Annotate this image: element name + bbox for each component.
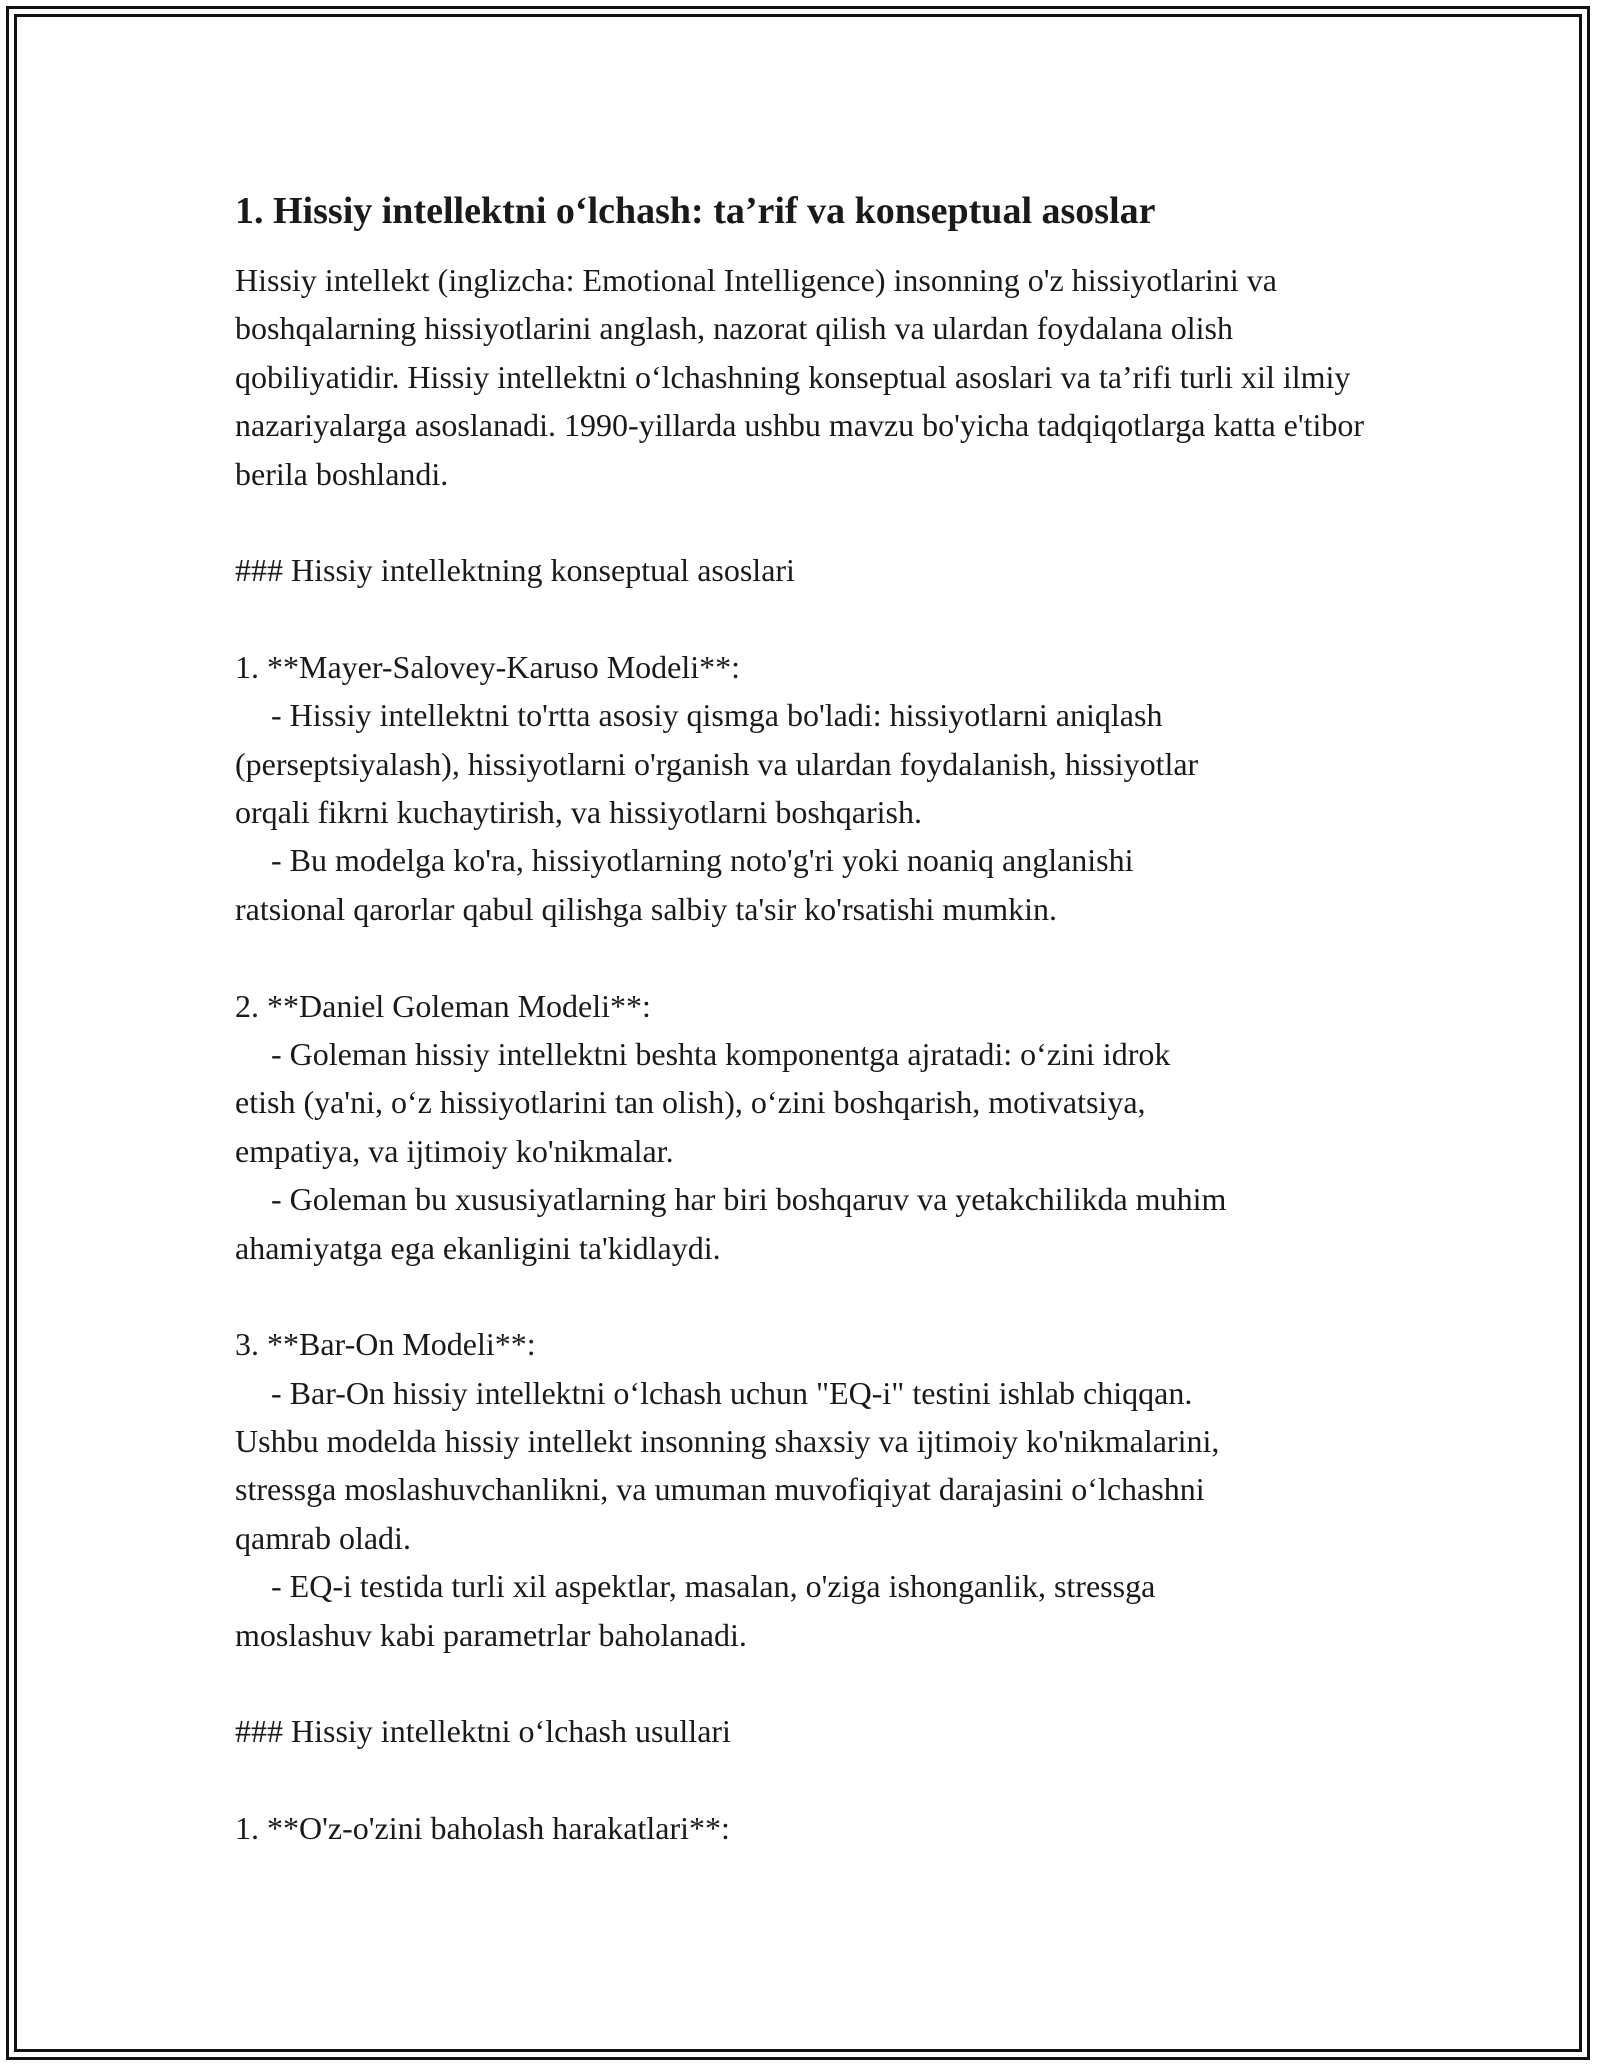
list-item-heading: 3. **Bar-On Modeli**:	[235, 1326, 536, 1363]
bullet-line: - Goleman bu xususiyatlarning har biri boshqaruv va yetakchilikda muhim	[271, 1181, 1227, 1218]
text-line: stressga moslashuvchanlikni, va umuman muvofiqiyat darajasini o‘lchashni	[235, 1471, 1205, 1508]
blank-line	[235, 933, 1385, 981]
blank-line	[235, 594, 1385, 642]
list-item-heading: 1. **O'z-o'zini baholash harakatlari**:	[235, 1810, 730, 1847]
section-heading: ### Hissiy intellektni o‘lchash usullari	[235, 1713, 731, 1750]
bullet-line: - Goleman hissiy intellektni beshta komponentga ajratadi: o‘zini idrok	[271, 1035, 1171, 1072]
text-line: ahamiyatga ega ekanligini ta'kidlaydi.	[235, 1229, 721, 1266]
section-heading: ### Hissiy intellektning konseptual asoslari	[235, 552, 795, 589]
list-item-heading: 2. **Daniel Goleman Modeli**:	[235, 987, 651, 1024]
document-title: 1. Hissiy intellektni o‘lchash: ta’rif va konseptual asoslar	[235, 190, 1156, 232]
text-line: etish (ya'ni, o‘z hissiyotlarini tan olish), o‘zini boshqarish, motivatsiya,	[235, 1084, 1146, 1121]
text-line: Ushbu modelda hissiy intellekt insonning shaxsiy va ijtimoiy ko'nikmalarini,	[235, 1423, 1220, 1460]
text-line: orqali fikrni kuchaytirish, va hissiyotlarni boshqarish.	[235, 793, 922, 830]
bullet-line: - Bar-On hissiy intellektni o‘lchash uchun "EQ-i" testini ishlab chiqqan.	[271, 1374, 1193, 1411]
blank-line	[235, 1659, 1385, 1707]
bullet-line: - Bu modelga ko'ra, hissiyotlarning noto'g'ri yoki noaniq anglanishi	[271, 842, 1134, 879]
bullet-line: - EQ-i testida turli xil aspektlar, masalan, o'ziga ishonganlik, stressga	[271, 1568, 1156, 1605]
document-lines	[235, 546, 1385, 1853]
intro-paragraph: Hissiy intellekt (inglizcha: Emotional Intelligence) insonning o'z hissiyotlarini va boshqalarning hissiyotlarini anglash, nazorat qilish va ulardan foydalana olish qobiliyatidir. Hissiy intellektni o‘lchashning konseptual asoslari va ta’rifi turli xil ilmiy nazariyalarga asoslanadi. 1990-yillarda ushbu mavzu bo'yicha tadqiqotlarga katta e'tibor berila boshlandi.	[235, 262, 1365, 492]
text-line: empatiya, va ijtimoiy ko'nikmalar.	[235, 1132, 674, 1169]
text-line: ratsional qarorlar qabul qilishga salbiy ta'sir ko'rsatishi mumkin.	[235, 890, 1058, 927]
text-line: moslashuv kabi parametrlar baholanadi.	[235, 1616, 747, 1653]
document-body	[235, 186, 1385, 1853]
blank-line	[235, 1272, 1385, 1320]
blank-line	[235, 1756, 1385, 1804]
text-line: (perseptsiyalash), hissiyotlarni o'rganish va ulardan foydalanish, hissiyotlar	[235, 745, 1199, 782]
text-line: qamrab oladi.	[235, 1519, 411, 1556]
bullet-line: - Hissiy intellektni to'rtta asosiy qismga bo'ladi: hissiyotlarni aniqlash	[271, 697, 1163, 734]
list-item-heading: 1. **Mayer-Salovey-Karuso Modeli**:	[235, 648, 741, 685]
